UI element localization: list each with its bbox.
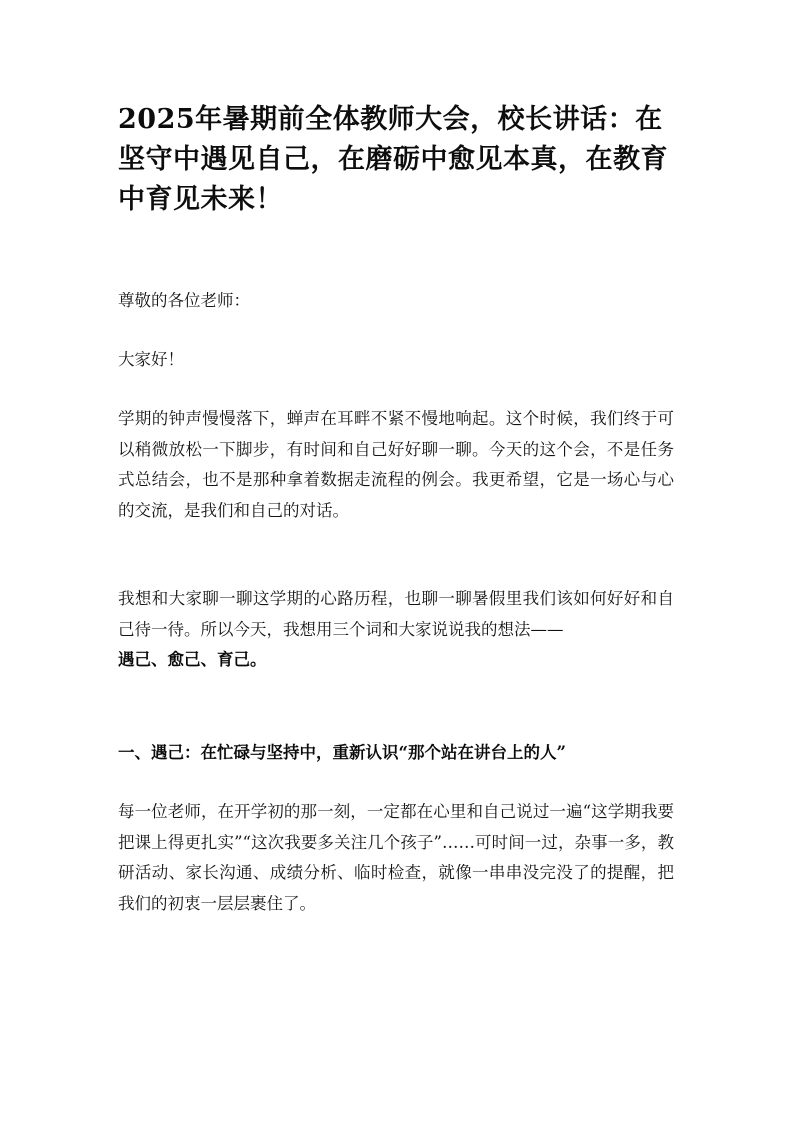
- section-heading-1: 一、遇己：在忙碌与坚持中，重新认识“那个站在讲台上的人”: [118, 743, 566, 762]
- salutation: 尊敬的各位老师：: [118, 291, 250, 310]
- keywords-text: 遇己、愈己、育己。: [118, 650, 267, 669]
- section-1-paragraph: 每一位老师，在开学初的那一刻，一定都在心里和自己说过一遍“这学期我要把课上得更扎实”“这次我要多关注几个孩子”……可时间一过，杂事一多，教研活动、家长沟通、成绩分析、临时检查，就像一串串没完没了的提醒，把我们的初衷一层层裹住了。: [118, 802, 674, 913]
- greeting: 大家好！: [118, 350, 184, 369]
- paragraph-2: [118, 584, 674, 676]
- document-title: 2025年暑期前全体教师大会，校长讲话：在坚守中遇见自己，在磨砺中愈见本真，在教育中育见未来！: [118, 104, 668, 215]
- paragraph-1: 学期的钟声慢慢落下，蝉声在耳畔不紧不慢地响起。这个时候，我们终于可以稍微放松一下脚步，有时间和自己好好聊一聊。今天的这个会，不是任务式总结会，也不是那种拿着数据走流程的例会。我更希望，它是一场心与心的交流，是我们和自己的对话。: [118, 409, 674, 520]
- paragraph-2-text: 我想和大家聊一聊这学期的心路历程，也聊一聊暑假里我们该如何好好和自己待一待。所以今天，我想用三个词和大家说说我的想法——: [118, 589, 674, 639]
- paragraph-2-block: [118, 584, 674, 676]
